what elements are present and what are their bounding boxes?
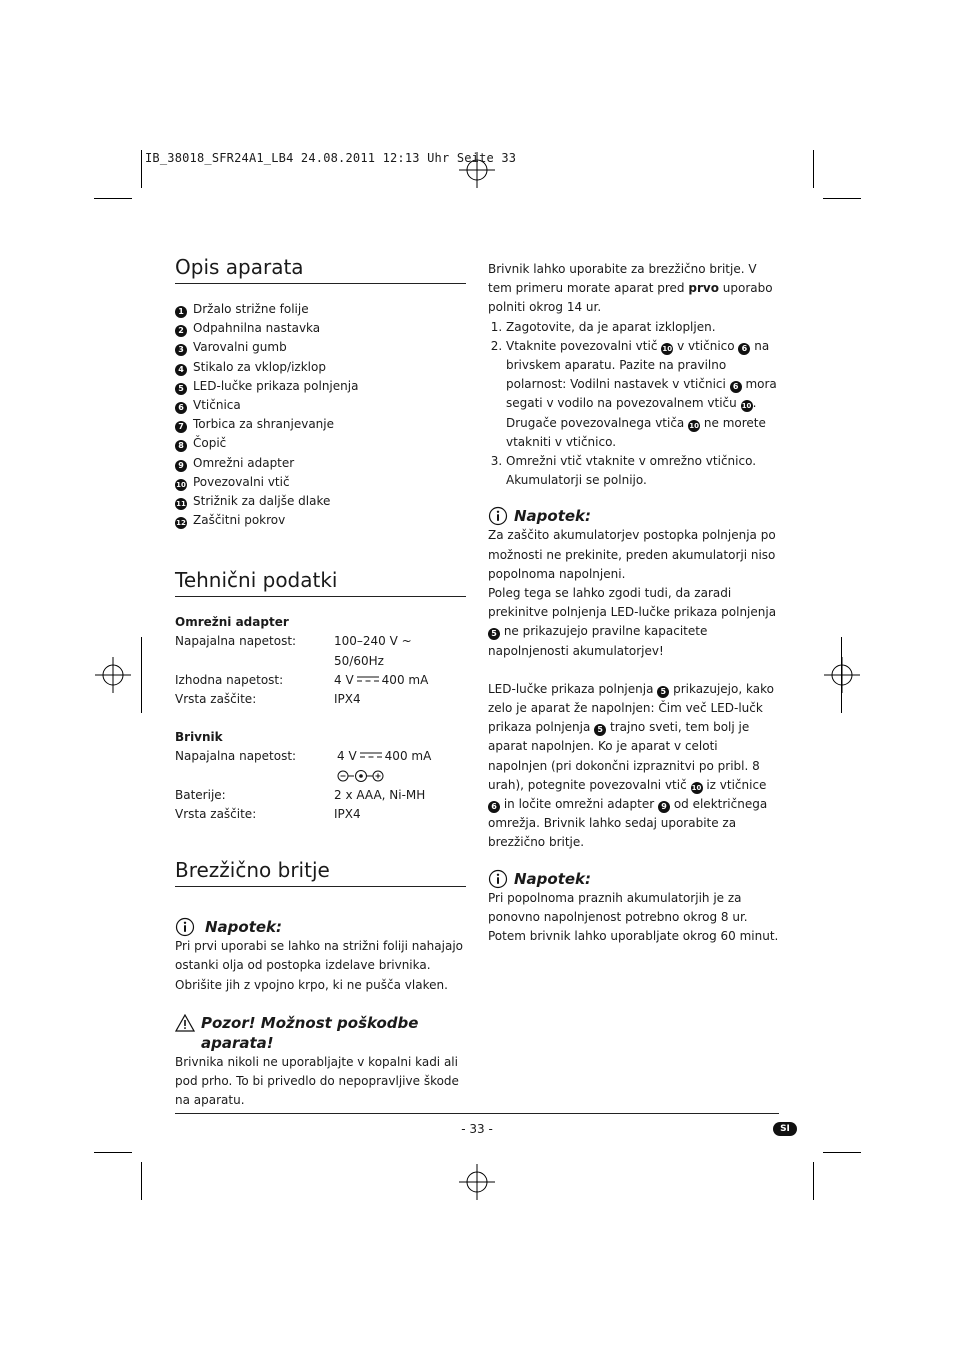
dc-symbol-icon <box>357 675 379 683</box>
note-heading: Napotek: <box>175 917 466 937</box>
number-badge: 4 <box>175 364 187 376</box>
polarity-symbol-icon <box>337 769 385 783</box>
note-text: Pri popolnoma praznih akumulatorjih je za ponovno napolnjenost potrebno okrog 8 ur. Potem brivnik lahko uporabljate okrog 60 minut. <box>488 890 779 944</box>
crop-mark <box>141 637 142 713</box>
crop-mark <box>823 198 861 199</box>
number-badge: 1 <box>175 306 187 318</box>
intro-text: Brivnik lahko uporabite za brezžično britje. V tem primeru morate aparat pred prvo uporabo polniti okrog 14 ur. <box>488 262 773 315</box>
list-item: 5 LED-lučke prikaza polnjenja <box>175 377 466 396</box>
note-heading: Napotek: <box>488 506 780 526</box>
note-heading: Napotek: <box>488 869 780 889</box>
spec-row: Baterije: 2 x AAA, Ni-MH <box>175 787 426 802</box>
list-item: 4 Stikalo za vklop/izklop <box>175 358 466 377</box>
dc-symbol-icon <box>360 751 382 759</box>
spec-heading-shaver: Brivnik <box>175 730 223 745</box>
number-badge: 10 <box>176 480 186 489</box>
number-badge: 2 <box>175 325 187 337</box>
note-text: Za zaščito akumulatorjev postopka polnjenja po možnosti ne prekinite, preden akumulatorji niso popolnoma napolnjeni. <box>488 528 776 581</box>
crop-mark <box>841 637 842 713</box>
page-number: - 33 - <box>461 1122 493 1136</box>
number-badge: 8 <box>175 440 187 452</box>
spec-row <box>175 767 466 786</box>
number-badge: 9 <box>175 460 187 472</box>
info-icon <box>488 869 508 889</box>
body-text: LED-lučke prikaza polnjenja 5 prikazujejo, kako zelo je aparat že napolnjen: Čim več LED-lučk prikaza polnjenja 5 trajno sveti, tem bolj je aparat napolnjen. Ko je aparat v celoti napolnjen (pri dokončni izpraznitvi po pribl. 8 urah), potegnite povezovalni vtič 10 iz vtičnice 6 in ločite omrežni adapter 9 od električnega omrežja. Brivnik lahko sedaj uporabite za brezžično britje. <box>488 681 774 850</box>
spec-row: 50/60Hz <box>334 653 384 668</box>
warning-triangle-icon <box>175 1014 195 1032</box>
print-slug: IB_38018_SFR24A1_LB4 24.08.2011 12:13 Uhr Seite 33 <box>145 151 517 165</box>
number-badge: 7 <box>175 421 187 433</box>
info-icon <box>175 917 195 937</box>
list-item: 8 Čopič <box>175 434 466 453</box>
footer-divider <box>175 1113 779 1114</box>
crop-mark <box>94 1152 132 1153</box>
spec-row: Izhodna napetost: 4 V 400 mA <box>175 672 429 687</box>
spec-heading-adapter: Omrežni adapter <box>175 615 289 630</box>
section-title-brezzicno: Brezžično britje <box>175 857 466 887</box>
number-badge: 6 <box>175 402 187 414</box>
section-title-opis: Opis aparata <box>175 254 466 284</box>
steps-list <box>488 318 780 491</box>
left-column <box>175 254 466 1111</box>
list-item: 11 Strižnik za daljše dlake <box>176 493 331 508</box>
number-badge: 12 <box>176 519 186 528</box>
spec-row: Vrsta zaščite: IPX4 <box>175 692 361 707</box>
spec-row: Napajalna napetost: 4 V 400 mA <box>175 749 432 764</box>
number-badge: 3 <box>175 344 187 356</box>
list-item: 10 Povezovalni vtič <box>176 474 290 489</box>
list-item: 1. Zagotovite, da je aparat izklopljen. <box>506 318 780 337</box>
list-item: 7 Torbica za shranjevanje <box>175 415 466 434</box>
parts-list <box>175 300 466 530</box>
note-text: Poleg tega se lahko zgodi tudi, da zaradi prekinitve polnjenja LED-lučke prikaza polnjenja 5 ne prikazujejo pravilne kapacitete napolnjenosti akumulatorjev! <box>488 586 777 658</box>
registration-mark-icon <box>459 1164 495 1200</box>
crop-mark <box>823 1152 861 1153</box>
crop-mark <box>141 1162 142 1200</box>
registration-mark-icon <box>95 657 131 693</box>
list-item: 1 Držalo strižne folije <box>175 300 466 319</box>
number-badge: 11 <box>176 499 186 508</box>
list-item: 6 Vtičnica <box>175 396 466 415</box>
warning-text: Brivnika nikoli ne uporabljajte v kopalni kadi ali pod prho. To bi privedlo do nepopravljive škode na aparatu. <box>175 1054 459 1108</box>
crop-mark <box>141 150 142 188</box>
right-column <box>488 260 780 946</box>
list-item: 2 Odpahnilna nastavka <box>175 319 466 338</box>
info-icon <box>488 506 508 526</box>
list-item: 3 Varovalni gumb <box>175 338 466 357</box>
warning-heading: Pozor! Možnost poškodbe aparata! <box>175 1013 466 1053</box>
spec-row: Napajalna napetost: 100–240 V ~ <box>175 634 412 649</box>
list-item: 12 Zaščitni pokrov <box>176 513 286 528</box>
section-title-tehnicni: Tehnični podatki <box>175 567 466 597</box>
spec-row: Vrsta zaščite: IPX4 <box>175 807 361 822</box>
note-text: Pri prvi uporabi se lahko na strižni foliji nahajajo ostanki olja od postopka izdelave brivnika. Obrišite jih z vpojno krpo, ki ne pušča vlaken. <box>175 939 463 992</box>
list-item: 3. Omrežni vtič vtaknite v omrežno vtičnico. Akumulatorji se polnijo. <box>506 452 780 490</box>
list-item: 2. Vtaknite povezovalni vtič 10 v vtičnico 6 na brivskem aparatu. Pazite na pravilno polarnost: Vodilni nastavek v vtičnici 6 mora segati v vodilo na povezovalnem vtiču 10. Drugače povezovalnega vtiča 10 ne morete vtakniti v vtičnico. <box>506 337 780 452</box>
language-badge: SI <box>773 1122 797 1136</box>
number-badge: 5 <box>175 383 187 395</box>
registration-mark-icon <box>824 657 860 693</box>
crop-mark <box>813 150 814 188</box>
list-item: 9 Omrežni adapter <box>175 454 466 473</box>
crop-mark <box>94 198 132 199</box>
crop-mark <box>813 1162 814 1200</box>
